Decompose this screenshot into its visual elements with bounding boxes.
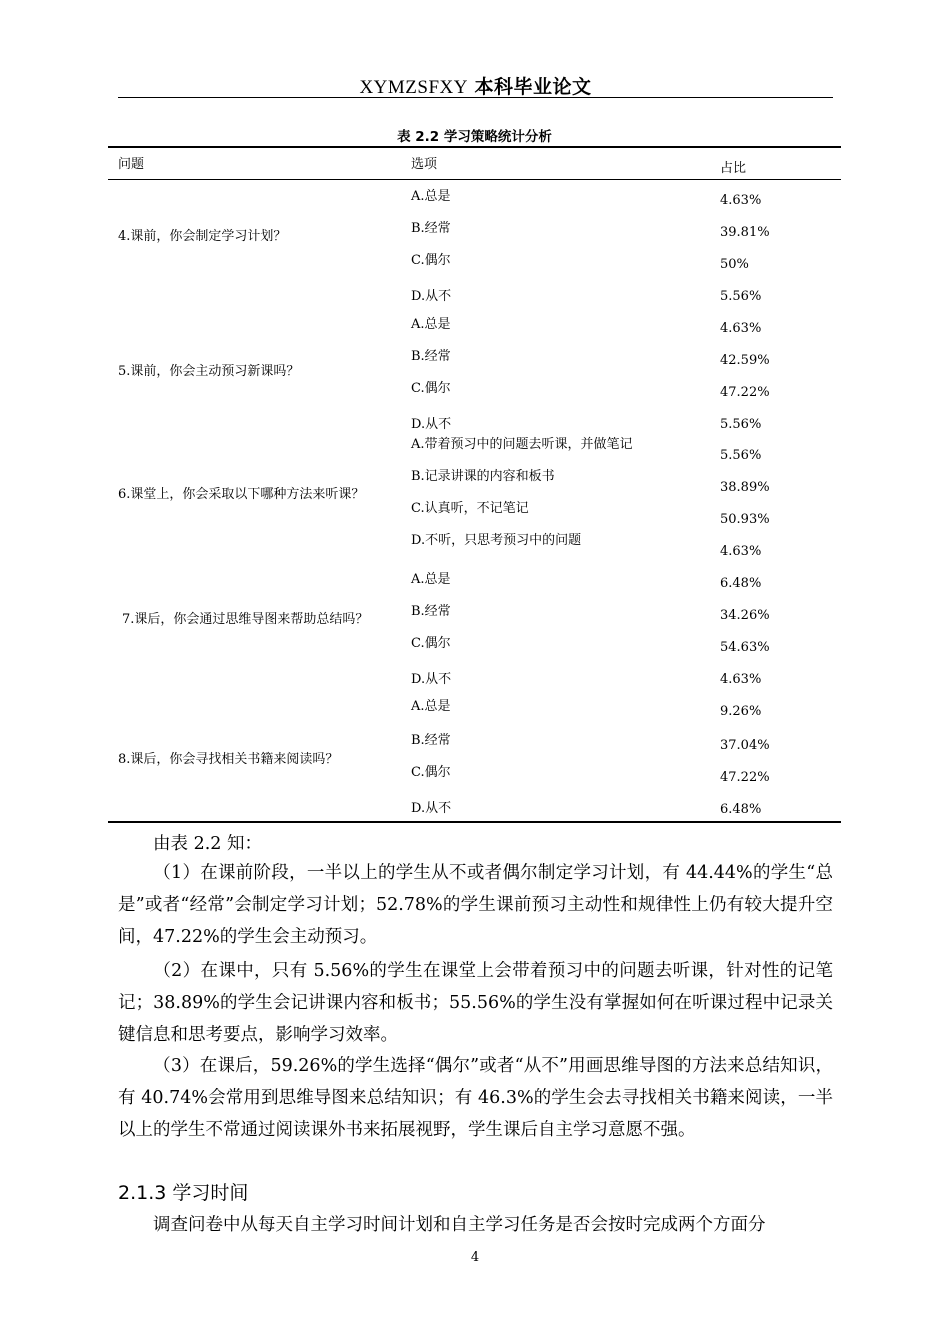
column-header-percent: 占比 [720, 161, 747, 176]
option-cell: B.经常 [411, 349, 451, 364]
percent-cell: 9.26% [720, 704, 762, 719]
option-cell: D.从不 [411, 417, 452, 432]
percent-cell: 5.56% [720, 448, 762, 463]
option-cell: C.偶尔 [411, 253, 451, 268]
percent-cell: 5.56% [720, 417, 762, 432]
page-number: 4 [470, 1250, 480, 1265]
percent-cell: 5.56% [720, 289, 762, 304]
percent-cell: 6.48% [720, 576, 762, 591]
percent-cell: 4.63% [720, 672, 762, 687]
option-cell: C.偶尔 [411, 381, 451, 396]
option-cell: D.从不 [411, 801, 452, 816]
option-cell: B.经常 [411, 604, 451, 619]
percent-cell: 50.93% [720, 512, 770, 527]
percent-cell: 4.63% [720, 193, 762, 208]
option-cell: B.经常 [411, 221, 451, 236]
header-title-cn: 本科毕业论文 [474, 76, 592, 98]
table-bottom-rule [108, 821, 841, 823]
percent-cell: 47.22% [720, 385, 770, 400]
question-cell: 6.课堂上，你会采取以下哪种方法来听课？ [118, 487, 365, 502]
question-cell: 5.课前，你会主动预习新课吗？ [118, 364, 300, 379]
percent-cell: 4.63% [720, 321, 762, 336]
paragraph-intro: 由表 2.2 知： [153, 834, 262, 854]
paragraph-3: （3）在课后，59.26%的学生选择“偶尔”或者“从不”用画思维导图的方法来总结知识，有 40.74%会常用到思维导图来总结知识；有 46.3%的学生会去寻找相关书籍来阅读，一半以上的学生不常通过阅读课外书来拓展视野，学生课后自主学习意愿不强。 [118, 1056, 833, 1140]
option-cell: A.总是 [411, 189, 451, 204]
table-top-rule [108, 146, 841, 148]
percent-cell: 39.81% [720, 225, 770, 240]
option-cell: B.记录讲课的内容和板书 [411, 469, 555, 484]
table-header-rule [108, 179, 841, 180]
paragraph-2: （2）在课中，只有 5.56%的学生在课堂上会带着预习中的问题去听课，针对性的记笔记；38.89%的学生会记讲课内容和板书；55.56%的学生没有掌握如何在听课过程中记录关键信息和思考要点，影响学习效率。 [118, 961, 833, 1045]
column-header-option: 选项 [411, 157, 438, 172]
option-cell: C.偶尔 [411, 636, 451, 651]
option-cell: A.总是 [411, 317, 451, 332]
option-cell: C.偶尔 [411, 765, 451, 780]
option-cell: A.总是 [411, 699, 451, 714]
section-title: 2.1.3 学习时间 [118, 1182, 249, 1204]
percent-cell: 50% [720, 257, 749, 272]
percent-cell: 4.63% [720, 544, 762, 559]
option-cell: B.经常 [411, 733, 451, 748]
option-cell: D.不听，只思考预习中的问题 [411, 533, 582, 548]
column-header-question: 问题 [118, 157, 145, 172]
percent-cell: 54.63% [720, 640, 770, 655]
header-rule [118, 97, 833, 98]
question-cell: 8.课后，你会寻找相关书籍来阅读吗？ [118, 752, 339, 767]
page-header [118, 72, 833, 96]
paragraph-4: 调查问卷中从每天自主学习时间计划和自主学习任务是否会按时完成两个方面分 [153, 1215, 766, 1235]
percent-cell: 47.22% [720, 770, 770, 785]
option-cell: A.带着预习中的问题去听课，并做笔记 [411, 437, 633, 452]
option-cell: D.从不 [411, 289, 452, 304]
percent-cell: 37.04% [720, 738, 770, 753]
question-cell: 4.课前，你会制定学习计划？ [118, 229, 287, 244]
option-cell: A.总是 [411, 572, 451, 587]
option-cell: C.认真听，不记笔记 [411, 501, 529, 516]
paragraph-1: （1）在课前阶段，一半以上的学生从不或者偶尔制定学习计划，有 44.44%的学生“总是”或者“经常”会制定学习计划；52.78%的学生课前预习主动性和规律性上仍有较大提升空间，47.22%的学生会主动预习。 [118, 863, 833, 947]
percent-cell: 42.59% [720, 353, 770, 368]
question-cell: 7.课后，你会通过思维导图来帮助总结吗？ [122, 612, 369, 627]
header-title-en: XYMZSFXY [359, 77, 468, 98]
percent-cell: 38.89% [720, 480, 770, 495]
percent-cell: 34.26% [720, 608, 770, 623]
option-cell: D.从不 [411, 672, 452, 687]
percent-cell: 6.48% [720, 802, 762, 817]
table-caption: 表 2.2 学习策略统计分析 [397, 129, 552, 145]
